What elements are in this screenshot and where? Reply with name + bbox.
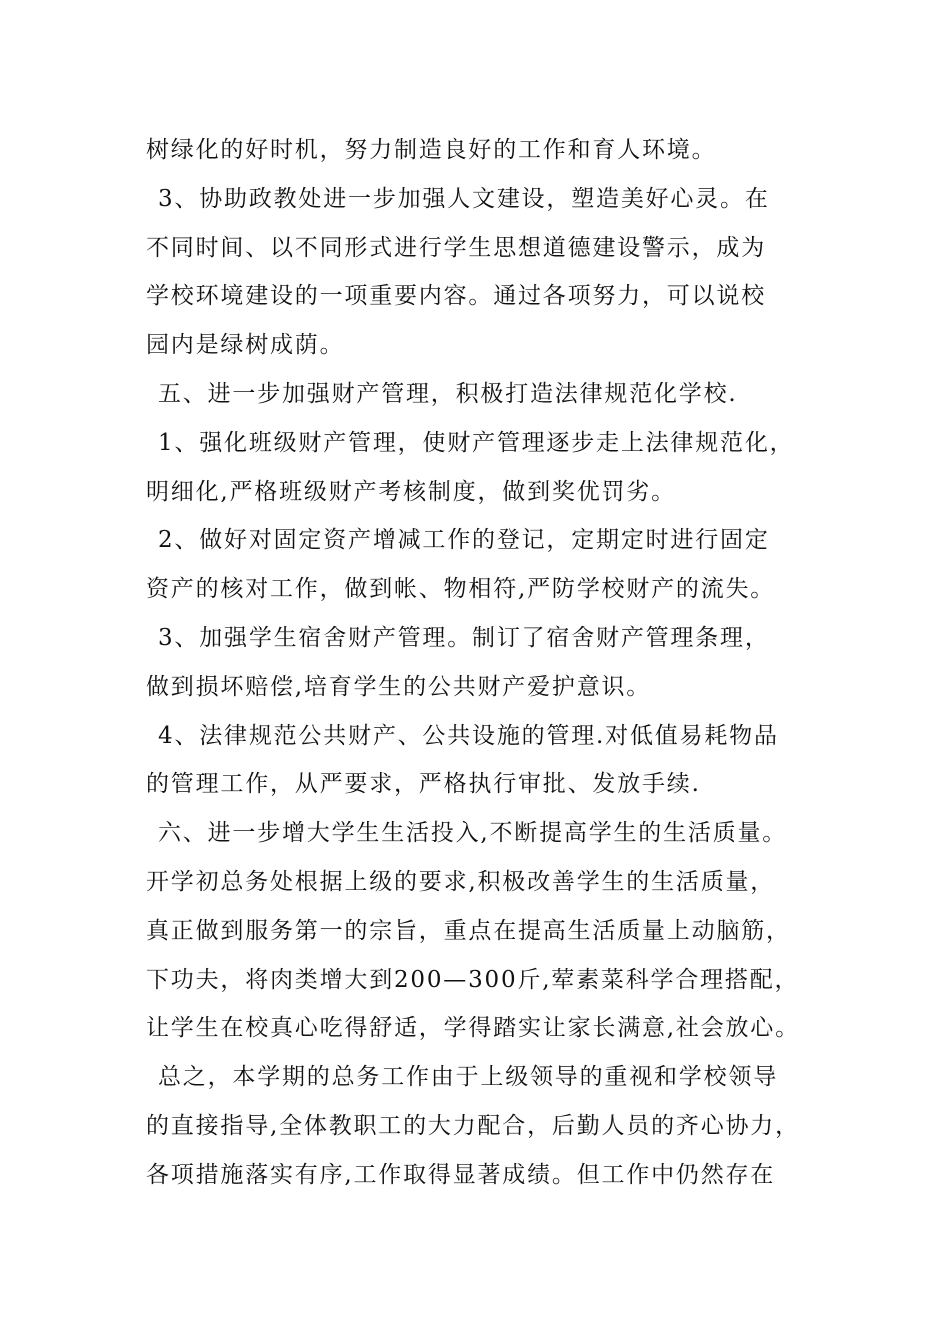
- text-line: 树绿化的好时机，努力制造良好的工作和育人环境。: [146, 137, 717, 163]
- text-line: 4、法律规范公共财产、公共设施的管理.对低值易耗物品: [158, 722, 779, 749]
- text-line: 让学生在校真心吃得舒适，学得踏实让家长满意,社会放心。: [146, 1015, 800, 1042]
- text-line: 开学初总务处根据上级的要求,积极改善学生的生活质量，: [146, 868, 776, 895]
- text-line: 园内是绿树成荫。: [146, 332, 345, 359]
- document-body: [146, 126, 836, 1200]
- text-line: 资产的核对工作，做到帐、物相符,严防学校财产的流失。: [146, 576, 776, 603]
- text-line: 的直接指导,全体教职工的大力配合，后勤人员的齐心协力，: [146, 1112, 800, 1139]
- text-line: 明细化,严格班级财产考核制度，做到奖优罚劣。: [146, 478, 676, 505]
- text-line: 3、协助政教处进一步加强人文建设，塑造美好心灵。在: [158, 185, 770, 212]
- section-heading: 六、进一步增大学生生活投入,不断提高学生的生活质量。: [158, 820, 788, 847]
- text-line: 1、强化班级财产管理，使财产管理逐步走上法律规范化，: [158, 429, 795, 456]
- text-line: 真正做到服务第一的宗旨，重点在提高生活质量上动脑筋，: [146, 917, 791, 944]
- section-heading: 五、进一步加强财产管理，积极打造法律规范化学校.: [158, 380, 738, 407]
- text-line: 下功夫，将肉类增大到200—300斤,荤素菜科学合理搭配，: [146, 966, 800, 993]
- text-line: 的管理工作，从严要求，严格执行审批、发放手续.: [146, 771, 701, 798]
- text-line: 2、做好对固定资产增减工作的登记，定期定时进行固定: [158, 527, 770, 554]
- text-line: 学校环境建设的一项重要内容。通过各项努力，可以说校: [146, 283, 766, 310]
- text-line: 3、加强学生宿舍财产管理。制订了宿舍财产管理条理，: [158, 624, 770, 651]
- text-line: 各项措施落实有序,工作取得显著成绩。但工作中仍然存在: [146, 1161, 776, 1188]
- text-line: 不同时间、以不同形式进行学生思想道德建设警示，成为: [146, 234, 766, 261]
- text-line: 做到损坏赔偿,培育学生的公共财产爱护意识。: [146, 673, 652, 700]
- text-line: 总之，本学期的总务工作由于上级领导的重视和学校领导: [158, 1064, 778, 1091]
